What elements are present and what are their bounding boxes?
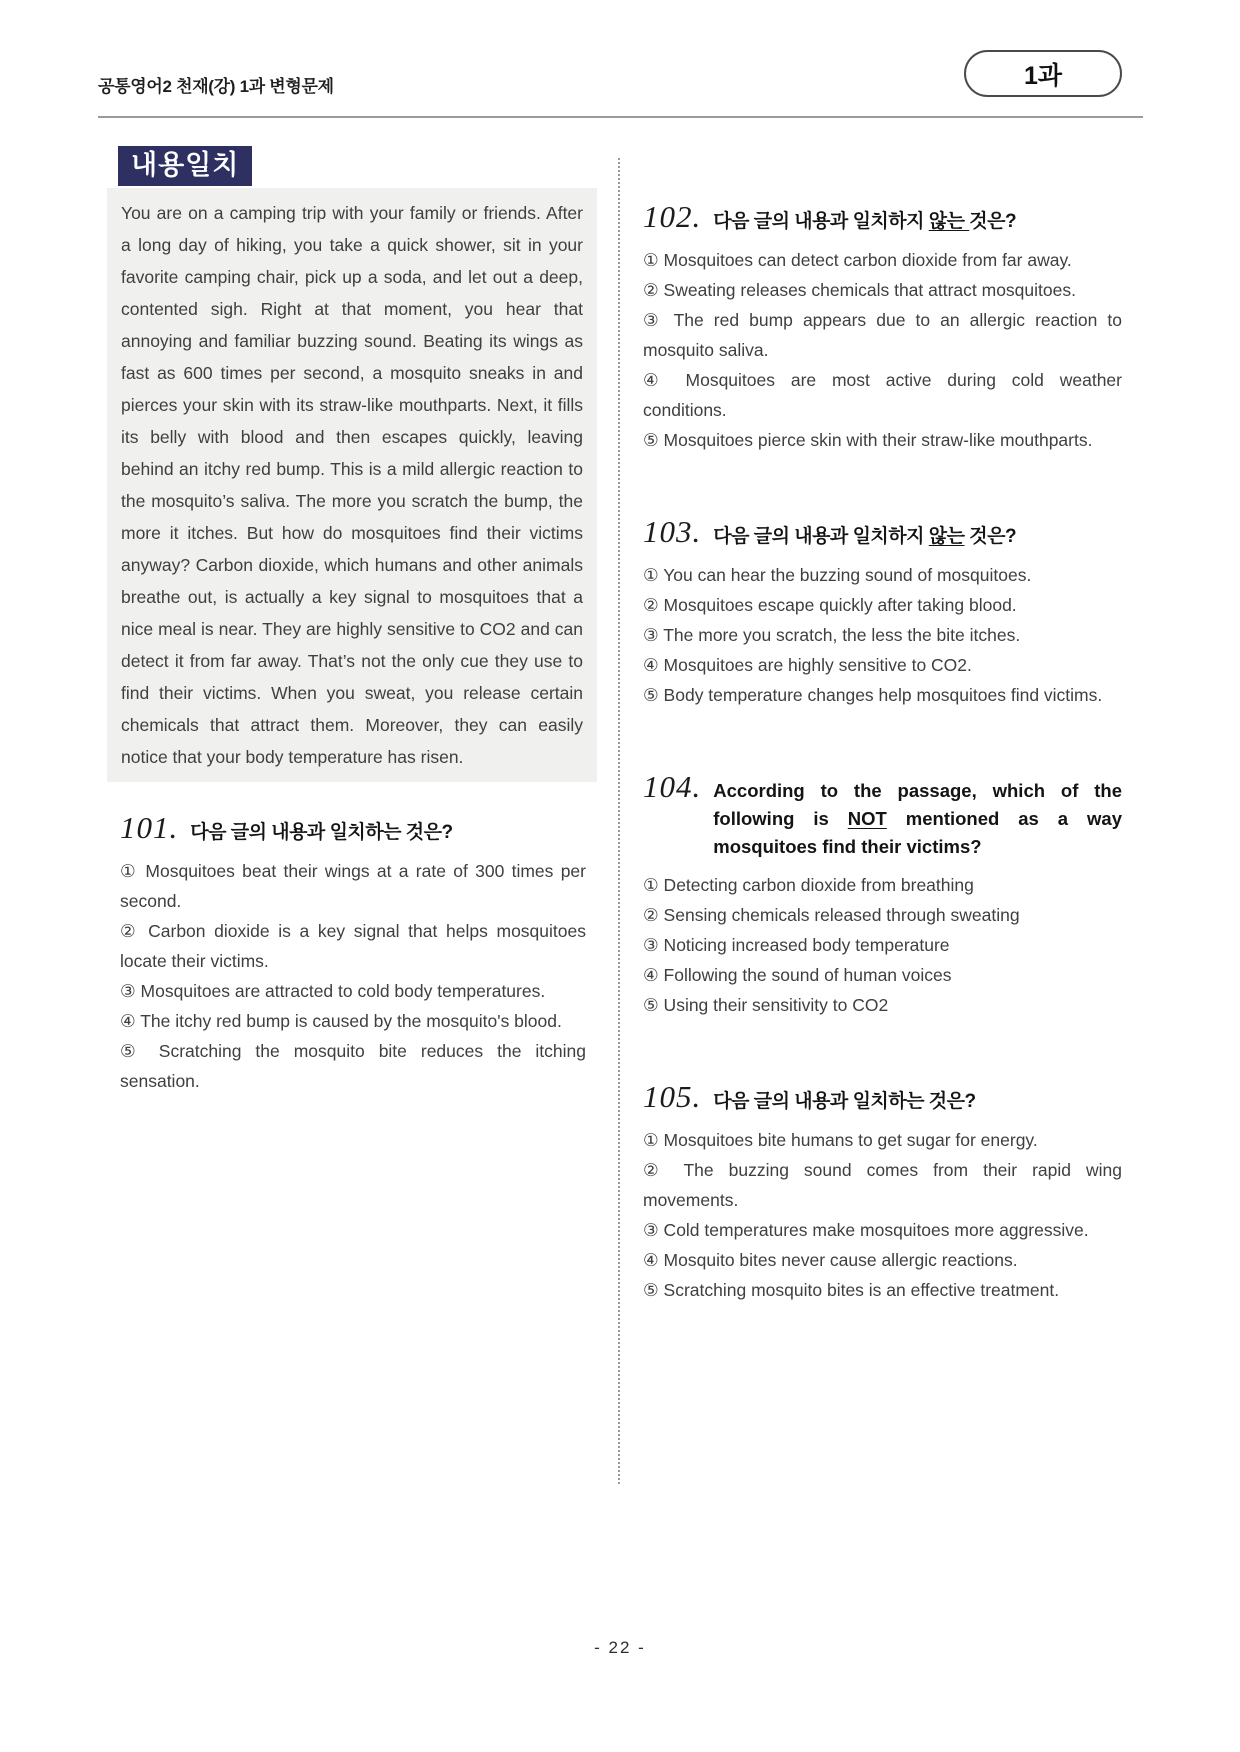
option: ④ Mosquito bites never cause allergic reactions.	[643, 1250, 1018, 1270]
page-header-title: 공통영어2 천재(강) 1과 변형문제	[98, 77, 334, 96]
option: ⑤ Scratching mosquito bites is an effective treatment.	[643, 1280, 1060, 1300]
question-number: 102.	[643, 199, 702, 234]
left-questions	[107, 809, 597, 1096]
question-options	[643, 560, 1122, 710]
option: ① Mosquitoes can detect carbon dioxide from far away.	[643, 250, 1072, 270]
question-header	[643, 1078, 1122, 1116]
question-title: 다음 글의 내용과 일치하지 않는 것은?	[713, 211, 1017, 232]
question-title: 다음 글의 내용과 일치하는 것은?	[190, 822, 453, 843]
question-101	[120, 809, 586, 1096]
question-105	[643, 1078, 1122, 1305]
option: ② The buzzing sound comes from their rapid wing movements.	[643, 1160, 1122, 1210]
question-options	[643, 1125, 1122, 1305]
option: ① You can hear the buzzing sound of mosquitoes.	[643, 565, 1032, 585]
question-header	[643, 198, 1122, 236]
column-divider	[618, 158, 620, 1484]
question-number: 101.	[120, 810, 179, 845]
question-102	[643, 198, 1122, 455]
option: ⑤ Body temperature changes help mosquitoes find victims.	[643, 685, 1103, 705]
option: ① Mosquitoes bite humans to get sugar for energy.	[643, 1130, 1038, 1150]
section-badge: 내용일치	[118, 146, 252, 186]
chapter-badge: 1과	[964, 50, 1122, 97]
option: ⑤ Using their sensitivity to CO2	[643, 995, 889, 1015]
option: ② Sensing chemicals released through sweating	[643, 905, 1020, 925]
option: ② Mosquitoes escape quickly after taking blood.	[643, 595, 1017, 615]
question-header	[120, 809, 586, 847]
reading-passage: You are on a camping trip with your family or friends. After a long day of hiking, you take a quick shower, sit in your favorite camping chair, pick up a soda, and let out a deep, contented sigh. Right at that moment, you hear that annoying and familiar buzzing sound. Beating its wings as fast as 600 times per second, a mosquito sneaks in and pierces your skin with its straw-like mouthparts. Next, it fills its belly with blood and then escapes quickly, leaving behind an itchy red bump. This is a mild allergic reaction to the mosquito’s saliva. The more you scratch the bump, the more it itches. But how do mosquitoes find their victims anyway? Carbon dioxide, which humans and other animals breathe out, is actually a key signal to mosquitoes that a nice meal is near. They are highly sensitive to CO2 and can detect it from far away. That’s not the only cue they use to find their victims. When you sweat, you release certain chemicals that attract them. Moreover, they can easily notice that your body temperature has risen.	[107, 188, 597, 782]
question-header	[643, 513, 1122, 551]
option: ③ Noticing increased body temperature	[643, 935, 950, 955]
question-number: 103.	[643, 514, 702, 549]
option: ① Mosquitoes beat their wings at a rate of 300 times per second.	[120, 861, 586, 911]
question-title: 다음 글의 내용과 일치하지 않는 것은?	[713, 526, 1017, 547]
question-options	[643, 245, 1122, 455]
question-title: 다음 글의 내용과 일치하는 것은?	[713, 1091, 976, 1112]
option: ② Carbon dioxide is a key signal that helps mosquitoes locate their victims.	[120, 921, 586, 971]
option: ③ Cold temperatures make mosquitoes more aggressive.	[643, 1220, 1089, 1240]
option: ⑤ Mosquitoes pierce skin with their straw-like mouthparts.	[643, 430, 1093, 450]
option: ③ Mosquitoes are attracted to cold body temperatures.	[120, 981, 546, 1001]
question-number: 104.	[643, 769, 702, 804]
option: ② Sweating releases chemicals that attract mosquitoes.	[643, 280, 1076, 300]
question-number: 105.	[643, 1079, 702, 1114]
option: ④ Following the sound of human voices	[643, 965, 952, 985]
option: ④ Mosquitoes are most active during cold weather conditions.	[643, 370, 1122, 420]
option: ③ The more you scratch, the less the bite itches.	[643, 625, 1021, 645]
question-options	[643, 870, 1122, 1020]
option: ④ The itchy red bump is caused by the mosquito's blood.	[120, 1011, 562, 1031]
question-header	[643, 768, 1122, 861]
option: ① Detecting carbon dioxide from breathing	[643, 875, 974, 895]
question-103	[643, 513, 1122, 710]
option: ③ The red bump appears due to an allergic reaction to mosquito saliva.	[643, 310, 1122, 360]
right-column	[643, 198, 1122, 1305]
right-questions	[643, 198, 1122, 1305]
left-column	[107, 146, 597, 1096]
question-104	[643, 768, 1122, 1020]
page-number: - 22 -	[594, 1638, 646, 1657]
question-options	[120, 856, 586, 1096]
question-title: According to the passage, which of the following is NOT mentioned as a way mosquitoes find their victims?	[713, 780, 1122, 857]
option: ④ Mosquitoes are highly sensitive to CO2.	[643, 655, 972, 675]
header-rule	[98, 116, 1143, 118]
option: ⑤ Scratching the mosquito bite reduces the itching sensation.	[120, 1041, 586, 1091]
